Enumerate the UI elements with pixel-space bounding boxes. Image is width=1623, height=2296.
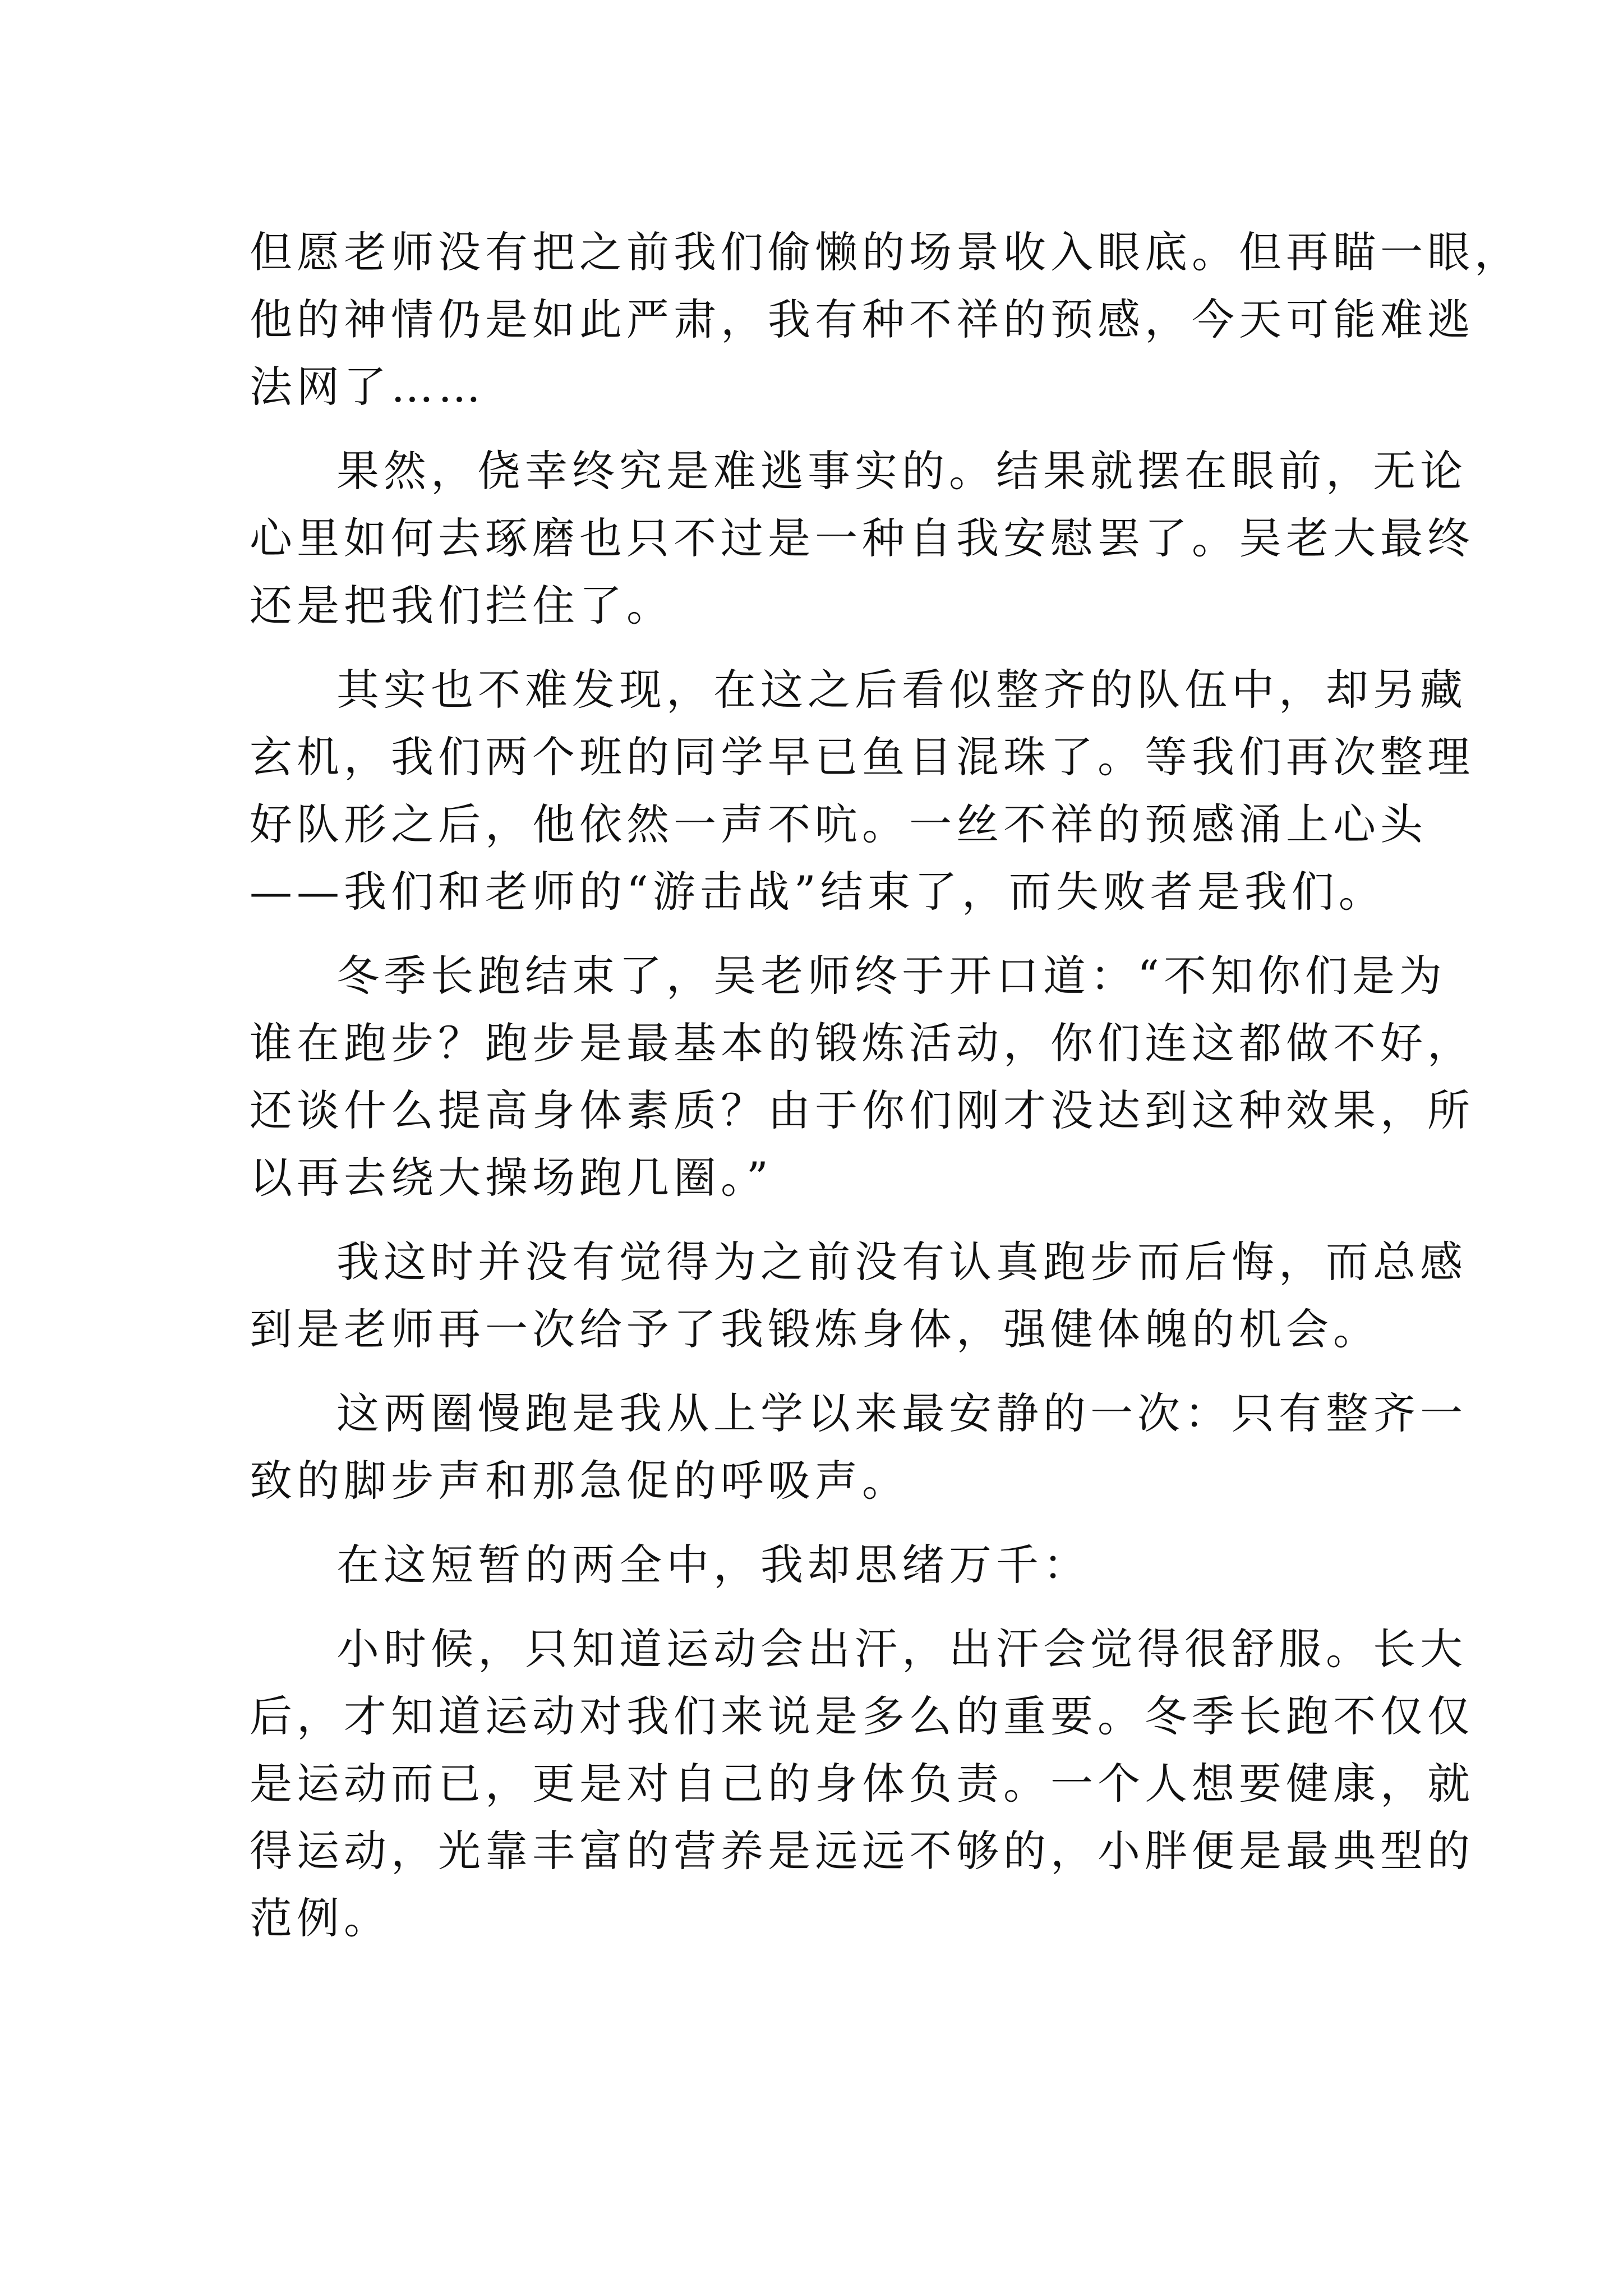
text-line: 后，才知道运动对我们来说是多么的重要。冬季长跑不仅仅 [250,1691,1474,1741]
text-line: 以再去绕大操场跑几圈。” [250,1153,773,1203]
text-line: 范例。 [250,1893,391,1943]
text-line: 致的脚步声和那急促的呼吸声。 [250,1456,909,1506]
text-line: ——我们和老师的“游击战”结束了，而失败者是我们。 [250,867,1386,917]
text-line: 得运动，光靠丰富的营养是远远不够的，小胖便是最典型的 [250,1826,1474,1876]
text-line: 好队形之后，他依然一声不吭。一丝不祥的预感涌上心头 [250,799,1427,849]
text-line: 但愿老师没有把之前我们偷懒的场景收入眼底。但再瞄一眼， [250,227,1521,277]
paragraph-start-line: 这两圈慢跑是我从上学以来最安静的一次：只有整齐一 [336,1388,1467,1438]
text-line: 是运动而已，更是对自己的身体负责。一个人想要健康，就 [250,1759,1474,1809]
paragraph-start-line: 冬季长跑结束了，吴老师终于开口道：“不知你们是为 [336,951,1446,1001]
text-line: 他的神情仍是如此严肃，我有种不祥的预感，今天可能难逃 [250,295,1474,344]
paragraph-start-line: 我这时并没有觉得为之前没有认真跑步而后悔，而总感 [336,1237,1467,1287]
text-line: 玄机，我们两个班的同学早已鱼目混珠了。等我们再次整理 [250,732,1474,782]
text-line: 谁在跑步？跑步是最基本的锻炼活动，你们连这都做不好， [250,1018,1474,1068]
text-line: 还是把我们拦住了。 [250,581,674,631]
text-line: 到是老师再一次给予了我锻炼身体，强健体魄的机会。 [250,1304,1380,1354]
text-line: 心里如何去琢磨也只不过是一种自我安慰罢了。吴老大最终 [250,513,1474,563]
paragraph-start-line: 在这短暂的两全中，我却思绪万千： [336,1540,1090,1590]
text-line: 还谈什么提高身体素质？由于你们刚才没达到这种效果，所 [250,1085,1474,1135]
paragraph-start-line: 果然，侥幸终究是难逃事实的。结果就摆在眼前，无论 [336,446,1467,496]
text-line: 法网了…… [250,362,485,412]
paragraph-start-line: 其实也不难发现，在这之后看似整齐的队伍中，却另藏 [336,665,1467,715]
paragraph-start-line: 小时候，只知道运动会出汗，出汗会觉得很舒服。长大 [336,1624,1467,1674]
